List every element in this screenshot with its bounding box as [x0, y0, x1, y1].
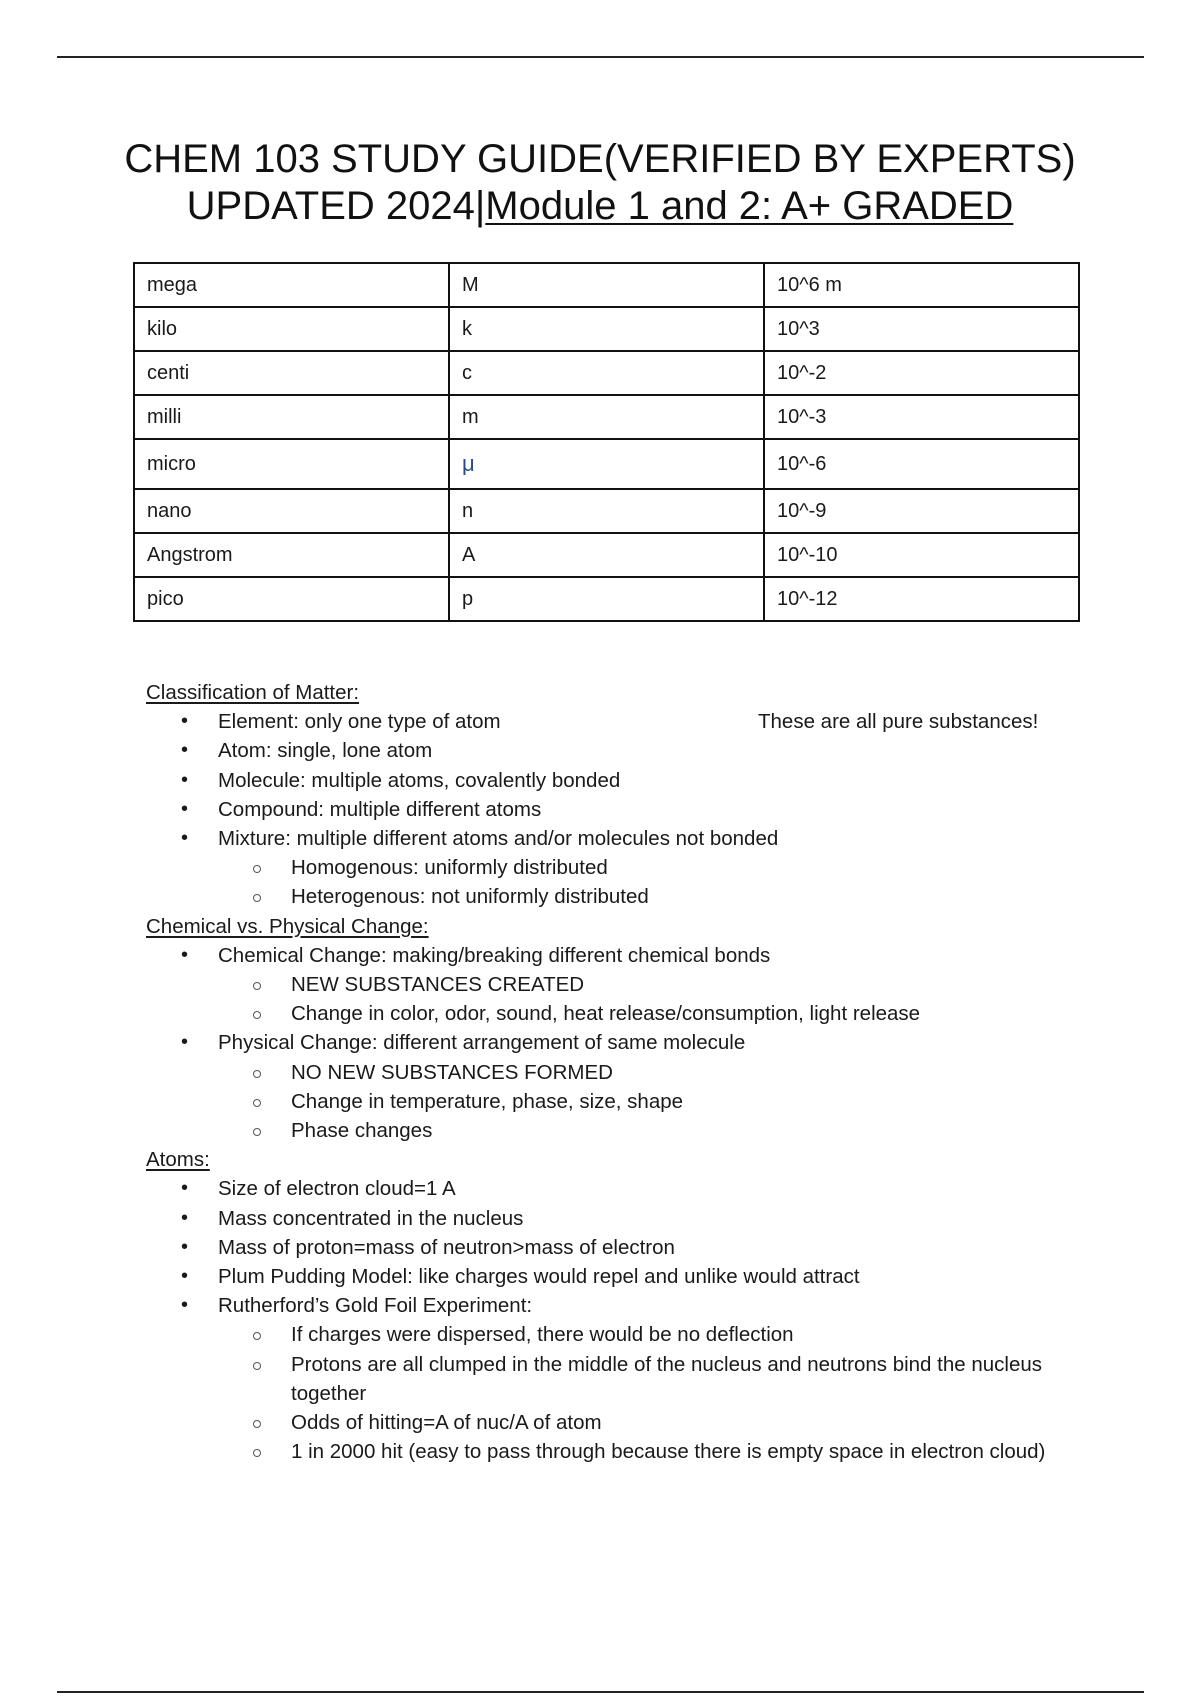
list-item: • Compound: multiple different atoms	[146, 795, 1106, 824]
prefix-name-cell: mega	[134, 263, 449, 307]
bottom-divider	[57, 1691, 1144, 1693]
prefix-symbol-cell: μ	[449, 439, 764, 489]
sub-list-item: Phase changes	[146, 1116, 1106, 1145]
prefix-symbol-cell: M	[449, 263, 764, 307]
prefix-symbol-cell: A	[449, 533, 764, 577]
section-heading-atoms: Atoms:	[146, 1148, 210, 1172]
list-item: • Physical Change: different arrangement of same molecule	[146, 1028, 1106, 1057]
prefix-name-cell: pico	[134, 577, 449, 621]
title-line-2-prefix: UPDATED 2024|	[186, 184, 486, 228]
sub-list-item: Odds of hitting=A of nuc/A of atom	[146, 1408, 1106, 1437]
table-row	[134, 307, 1079, 351]
atoms-list	[146, 1174, 1106, 1466]
sub-list-item: Change in color, odor, sound, heat release/consumption, light release	[146, 999, 1106, 1028]
table-row	[134, 263, 1079, 307]
sub-list-item: 1 in 2000 hit (easy to pass through because there is empty space in electron cloud)	[146, 1437, 1106, 1466]
sub-list-item: Change in temperature, phase, size, shape	[146, 1087, 1106, 1116]
prefix-symbol-cell: p	[449, 577, 764, 621]
table-row	[134, 533, 1079, 577]
prefix-name-cell: milli	[134, 395, 449, 439]
sub-list-item: Heterogenous: not uniformly distributed	[146, 882, 1106, 911]
section-heading-classification: Classification of Matter:	[146, 681, 360, 704]
list-item: • Rutherford’s Gold Foil Experiment:	[146, 1291, 1106, 1320]
sub-list-item: Protons are all clumped in the middle of the nucleus and neutrons bind the nucleus together	[146, 1350, 1106, 1408]
page-title	[0, 136, 1200, 230]
prefix-factor-cell: 10^-2	[764, 351, 1079, 395]
list-item: • Mixture: multiple different atoms and/or molecules not bonded	[146, 824, 1106, 853]
list-item: • Molecule: multiple atoms, covalently bonded	[146, 766, 1106, 795]
list-item: • Atom: single, lone atom	[146, 736, 1106, 765]
metric-prefix-table	[133, 262, 1080, 622]
prefix-factor-cell: 10^-6	[764, 439, 1079, 489]
title-line-1: CHEM 103 STUDY GUIDE(VERIFIED BY EXPERTS)	[124, 137, 1076, 181]
list-item: • Mass of proton=mass of neutron>mass of electron	[146, 1233, 1106, 1262]
list-item: • Chemical Change: making/breaking different chemical bonds	[146, 941, 1106, 970]
list-item	[146, 707, 1106, 736]
prefix-name-cell: kilo	[134, 307, 449, 351]
prefix-name-cell: nano	[134, 489, 449, 533]
list-item-text: Element: only one type of atom	[218, 710, 501, 734]
table-row	[134, 395, 1079, 439]
sub-list-item: NEW SUBSTANCES CREATED	[146, 970, 1106, 999]
table-row	[134, 351, 1079, 395]
study-notes	[146, 678, 1106, 1466]
top-divider	[57, 56, 1144, 58]
list-item: • Plum Pudding Model: like charges would repel and unlike would attract	[146, 1262, 1106, 1291]
sub-list-item: NO NEW SUBSTANCES FORMED	[146, 1058, 1106, 1087]
table-row	[134, 577, 1079, 621]
list-item: • Mass concentrated in the nucleus	[146, 1204, 1106, 1233]
pure-substances-note: These are all pure substances!	[758, 710, 1039, 734]
sub-list-item: If charges were dispersed, there would be no deflection	[146, 1320, 1106, 1349]
change-list	[146, 941, 1106, 1145]
classification-list	[146, 707, 1106, 911]
table-row	[134, 489, 1079, 533]
list-item: • Size of electron cloud=1 A	[146, 1174, 1106, 1203]
prefix-factor-cell: 10^6 m	[764, 263, 1079, 307]
prefix-factor-cell: 10^-3	[764, 395, 1079, 439]
prefix-factor-cell: 10^-9	[764, 489, 1079, 533]
prefix-factor-cell: 10^-12	[764, 577, 1079, 621]
title-line-2-underlined: Module 1 and 2: A+ GRADED	[485, 184, 1014, 228]
prefix-factor-cell: 10^-10	[764, 533, 1079, 577]
prefix-factor-cell: 10^3	[764, 307, 1079, 351]
table-row	[134, 439, 1079, 489]
prefix-symbol-cell: c	[449, 351, 764, 395]
title-line-2	[0, 183, 1200, 230]
prefix-name-cell: centi	[134, 351, 449, 395]
section-heading-change: Chemical vs. Physical Change:	[146, 914, 429, 938]
prefix-symbol-cell: k	[449, 307, 764, 351]
sub-list-item: Homogenous: uniformly distributed	[146, 853, 1106, 882]
prefix-name-cell: micro	[134, 439, 449, 489]
prefix-symbol-cell: n	[449, 489, 764, 533]
prefix-symbol-cell: m	[449, 395, 764, 439]
prefix-name-cell: Angstrom	[134, 533, 449, 577]
